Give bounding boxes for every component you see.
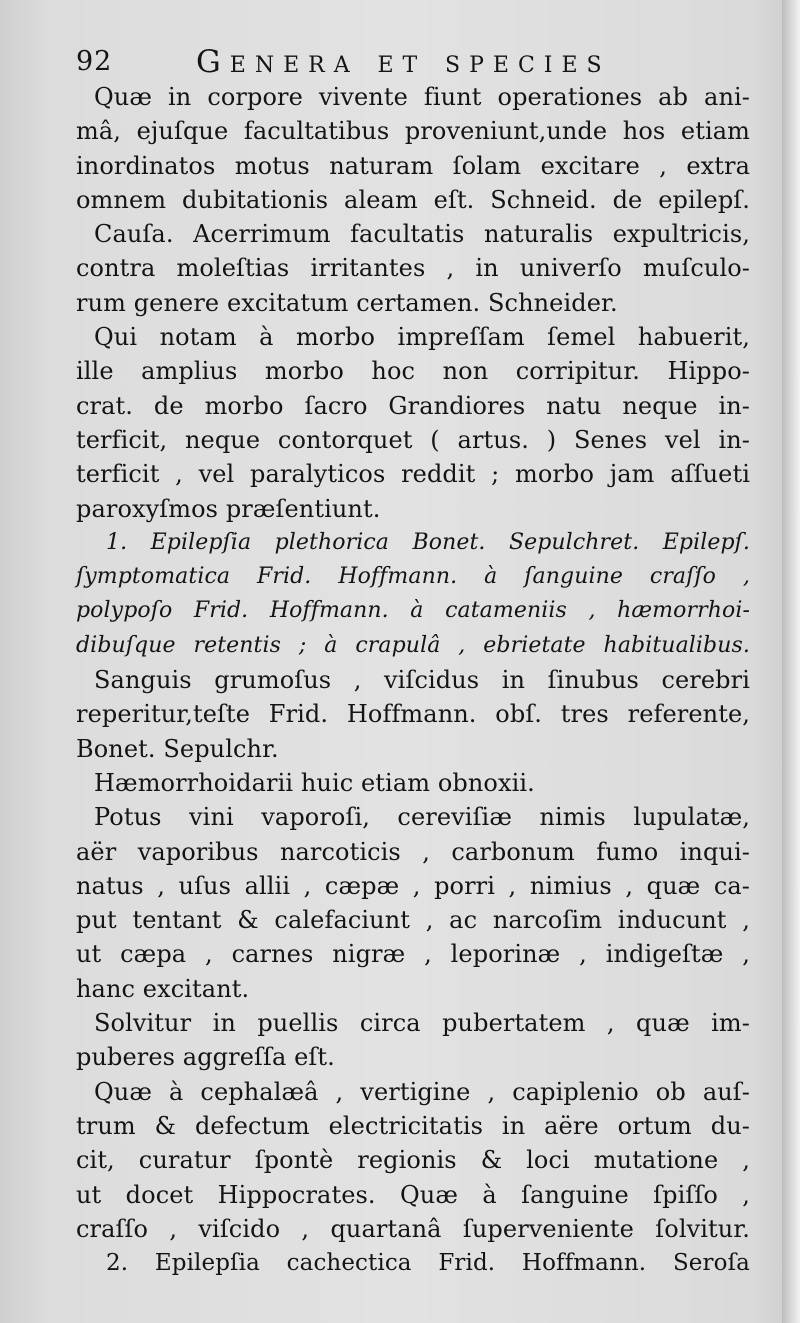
text-line: Sanguis grumoſus , viſcidus in ſinubus cerebri (94, 666, 750, 695)
text-line: reperitur,teſte Frid. Hoffmann. obſ. tres referente, (76, 700, 750, 729)
text-line: polypoſo Frid. Hoffmann. à catameniis , hæmorrhoi- (76, 598, 750, 624)
text-line: 2. Epilepſia cachectica Frid. Hoffmann. Seroſa (106, 1250, 750, 1277)
text-line: rum genere excitatum certamen. Schneider. (76, 288, 618, 317)
body-text (76, 80, 750, 1280)
text-line: paroxyſmos præſentiunt. (76, 494, 381, 523)
text-line: terficit, neque contorquet ( artus. ) Senes vel in- (76, 425, 750, 454)
text-line: put tentant & calefaciunt , ac narcoſim inducunt , (76, 906, 750, 935)
text-line: puberes aggreſſa eſt. (76, 1043, 335, 1072)
text-line: Quæ in corpore vivente fiunt operationes ab ani- (94, 83, 750, 111)
text-line: cit, curatur ſpontè regionis & loci mutatione , (76, 1146, 750, 1175)
text-line: omnem dubitationis aleam eſt. Schneid. de epilepſ. (76, 185, 750, 214)
text-line: ut docet Hippocrates. Quæ à ſanguine ſpiſſo , (76, 1180, 750, 1209)
page-number: 92 (76, 46, 113, 77)
text-line: contra moleſtias irritantes , in univerſo muſculo- (76, 254, 750, 283)
text-line: Bonet. Sepulchr. (76, 734, 279, 763)
text-line: aër vaporibus narcoticis , carbonum fumo inqui- (76, 837, 750, 866)
text-line: Qui notam à morbo impreſſam ſemel habuerit, (94, 323, 750, 352)
text-line: ille amplius morbo hoc non corripitur. Hippo- (76, 357, 750, 386)
text-line: Solvitur in puellis circa pubertatem , quæ im- (94, 1009, 750, 1038)
text-line: Quæ à cephalæâ , vertigine , capiplenio ob auſ- (94, 1077, 750, 1106)
text-line: mâ, ejuſque facultatibus proveniunt,unde hos etiam (76, 117, 750, 146)
text-line: dibuſque retentis ; à crapulâ , ebrietate habitualibus. (76, 632, 750, 658)
text-line: ut cæpa , carnes nigræ , leporinæ , indigeſtæ , (76, 940, 750, 969)
text-line: Potus vini vaporoſi, cereviſiæ nimis lupulatæ, (94, 803, 750, 832)
text-line: terficit , vel paralyticos reddit ; morbo jam aſſueti (76, 460, 750, 489)
text-line: Cauſa. Acerrimum facultatis naturalis expultricis, (94, 220, 750, 249)
text-line: natus , uſus allii , cæpæ , porri , nimius , quæ ca- (76, 871, 750, 900)
text-line: inordinatos motus naturam ſolam excitare , extra (76, 151, 750, 180)
text-line: 1. Epilepſia plethorica Bonet. Sepulchret. Epilepſ. (106, 529, 750, 555)
text-line: ſymptomatica Frid. Hoffmann. à ſanguine craſſo , (76, 564, 750, 590)
page-header (76, 42, 756, 82)
text-line: trum & defectum electricitatis in aëre ortum du- (76, 1111, 750, 1140)
running-title: Genera et species (196, 44, 611, 80)
text-line: crat. de morbo ſacro Grandiores natu neque in- (76, 391, 750, 420)
text-line: Hæmorrhoidarii huic etiam obnoxii. (94, 768, 535, 797)
text-line: craſſo , viſcido , quartanâ ſuperveniente ſolvitur. (76, 1214, 750, 1243)
text-line: hanc excitant. (76, 974, 250, 1003)
page-edge-shadow (782, 0, 800, 1323)
